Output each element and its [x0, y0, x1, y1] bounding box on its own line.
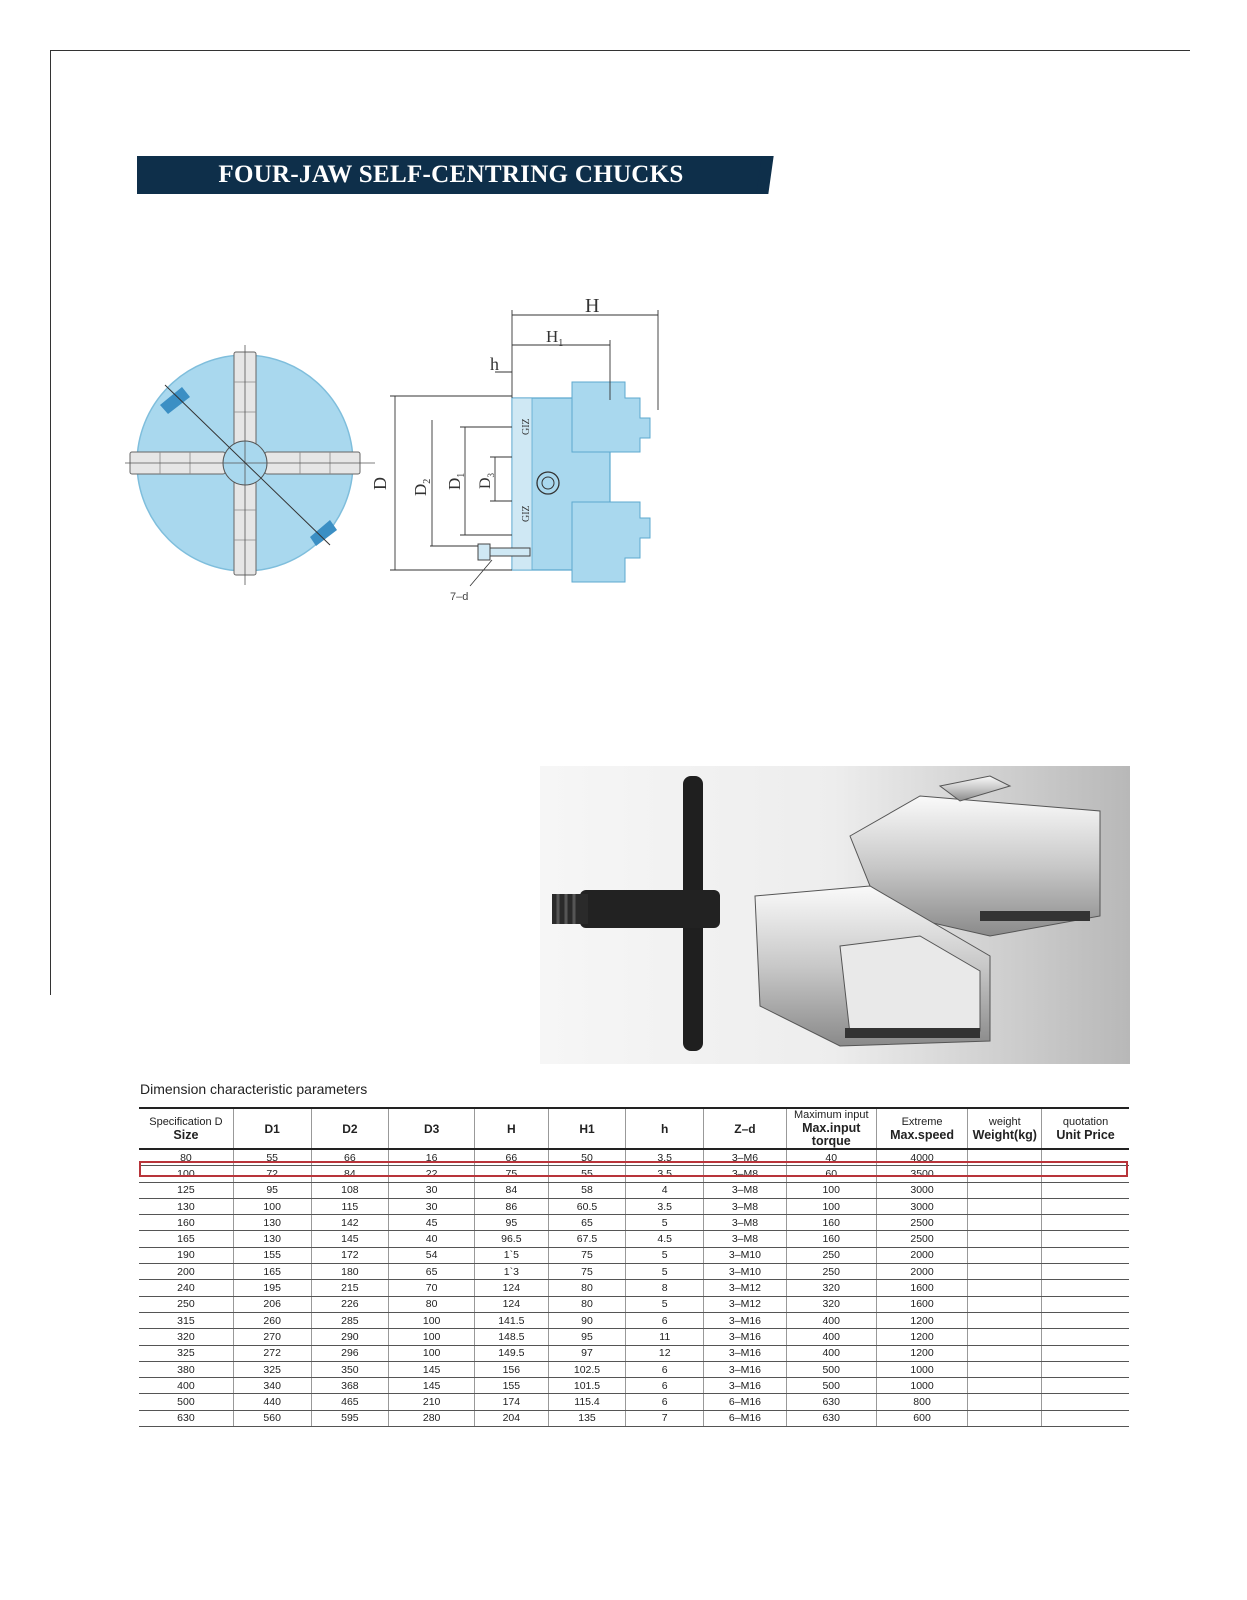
table-cell: [968, 1247, 1042, 1263]
table-cell: 1000: [876, 1378, 968, 1394]
table-cell: 3500: [876, 1166, 968, 1182]
table-cell: 11: [626, 1329, 704, 1345]
table-cell: 6: [626, 1361, 704, 1377]
table-cell: 40: [389, 1231, 475, 1247]
table-cell: 1600: [876, 1296, 968, 1312]
table-cell: 125: [139, 1182, 233, 1198]
table-cell: 3.5: [626, 1149, 704, 1166]
table-cell: 350: [311, 1361, 389, 1377]
table-cell: 97: [548, 1345, 626, 1361]
column-header: D3: [389, 1108, 475, 1149]
table-cell: [1042, 1166, 1129, 1182]
table-cell: 66: [311, 1149, 389, 1166]
column-header-bottom: Max.speed: [890, 1127, 955, 1142]
column-header: h: [626, 1108, 704, 1149]
table-cell: 55: [233, 1149, 311, 1166]
table-cell: 100: [233, 1198, 311, 1214]
table-cell: 3.5: [626, 1198, 704, 1214]
page-title-text: FOUR-JAW SELF-CENTRING CHUCKS: [218, 161, 684, 188]
table-cell: 3–M10: [704, 1247, 787, 1263]
table-cell: 3–M8: [704, 1198, 787, 1214]
table-cell: 22: [389, 1166, 475, 1182]
dimension-label-D2: $D_2$: [411, 478, 433, 496]
table-row: [139, 1215, 1129, 1231]
table-row: [139, 1394, 1129, 1410]
dimension-label-h: h: [490, 354, 499, 374]
table-cell: 180: [311, 1264, 389, 1280]
table-cell: 3–M12: [704, 1280, 787, 1296]
table-cell: 165: [233, 1264, 311, 1280]
table-cell: 156: [475, 1361, 549, 1377]
table-cell: 16: [389, 1149, 475, 1166]
column-header-top: Extreme: [901, 1115, 943, 1128]
table-cell: 72: [233, 1166, 311, 1182]
table-body: [139, 1149, 1129, 1427]
table-cell: 3–M8: [704, 1182, 787, 1198]
table-cell: [968, 1312, 1042, 1328]
table-cell: 280: [389, 1410, 475, 1426]
table-cell: 84: [475, 1182, 549, 1198]
table-cell: 215: [311, 1280, 389, 1296]
jaw-marking-bottom: GIZ: [521, 505, 532, 522]
table-row: [139, 1361, 1129, 1377]
table-cell: [968, 1215, 1042, 1231]
table-cell: [968, 1198, 1042, 1214]
table-cell: [968, 1296, 1042, 1312]
column-header-top: Specification D: [149, 1115, 223, 1128]
dimension-label-H: H: [585, 295, 600, 317]
table-cell: [1042, 1410, 1129, 1426]
table-cell: 285: [311, 1312, 389, 1328]
table-cell: 100: [389, 1345, 475, 1361]
page-frame-top: [50, 50, 1190, 51]
table-row: [139, 1231, 1129, 1247]
table-cell: 270: [233, 1329, 311, 1345]
table-cell: 172: [311, 1247, 389, 1263]
table-cell: 400: [139, 1378, 233, 1394]
table-cell: 368: [311, 1378, 389, 1394]
table-cell: 124: [475, 1296, 549, 1312]
table-cell: 100: [139, 1166, 233, 1182]
column-header: H: [475, 1108, 549, 1149]
table-cell: [968, 1231, 1042, 1247]
table-cell: 100: [786, 1198, 876, 1214]
table-cell: 3–M16: [704, 1361, 787, 1377]
table-cell: 95: [233, 1182, 311, 1198]
page-title: [137, 156, 765, 194]
table-cell: 55: [548, 1166, 626, 1182]
table-cell: [1042, 1182, 1129, 1198]
table-row: [139, 1198, 1129, 1214]
column-header: Z–d: [704, 1108, 787, 1149]
table-cell: 145: [389, 1361, 475, 1377]
column-header: [786, 1108, 876, 1149]
column-header: D1: [233, 1108, 311, 1149]
table-cell: 3–M8: [704, 1215, 787, 1231]
column-header-top: quotation: [1062, 1115, 1109, 1128]
table-cell: 1200: [876, 1312, 968, 1328]
table-cell: 204: [475, 1410, 549, 1426]
table-cell: [968, 1166, 1042, 1182]
table-row: [139, 1247, 1129, 1263]
table-cell: 101.5: [548, 1378, 626, 1394]
table-row: [139, 1280, 1129, 1296]
table-cell: 50: [548, 1149, 626, 1166]
table-cell: 440: [233, 1394, 311, 1410]
table-cell: 325: [233, 1361, 311, 1377]
table-cell: 340: [233, 1378, 311, 1394]
table-cell: 4000: [876, 1149, 968, 1166]
table-cell: 3–M16: [704, 1378, 787, 1394]
table-cell: 320: [139, 1329, 233, 1345]
table-cell: 80: [139, 1149, 233, 1166]
table-cell: 149.5: [475, 1345, 549, 1361]
table-cell: [1042, 1247, 1129, 1263]
column-header: D2: [311, 1108, 389, 1149]
table-cell: 6–M16: [704, 1410, 787, 1426]
table-cell: 3–M8: [704, 1231, 787, 1247]
dimension-label-D1: $D_1$: [445, 472, 467, 490]
column-header: [876, 1108, 968, 1149]
table-cell: 160: [786, 1231, 876, 1247]
table-cell: 165: [139, 1231, 233, 1247]
table-caption: Dimension characteristic parameters: [140, 1081, 368, 1097]
table-cell: 115: [311, 1198, 389, 1214]
product-photo-key-and-jaws: [540, 766, 1130, 1064]
table-cell: 4: [626, 1182, 704, 1198]
table-cell: 148.5: [475, 1329, 549, 1345]
table-cell: 6: [626, 1312, 704, 1328]
table-cell: 84: [311, 1166, 389, 1182]
table-cell: 500: [786, 1378, 876, 1394]
table-cell: 190: [139, 1247, 233, 1263]
column-header-top: Maximum input: [793, 1109, 869, 1121]
table-cell: 500: [139, 1394, 233, 1410]
table-cell: 155: [475, 1378, 549, 1394]
table-cell: [1042, 1149, 1129, 1166]
table-cell: [968, 1182, 1042, 1198]
table-cell: 1200: [876, 1329, 968, 1345]
table-cell: 124: [475, 1280, 549, 1296]
table-cell: 160: [139, 1215, 233, 1231]
table-cell: [968, 1394, 1042, 1410]
table-cell: [1042, 1215, 1129, 1231]
table-cell: [1042, 1345, 1129, 1361]
table-cell: 1000: [876, 1361, 968, 1377]
table-cell: 240: [139, 1280, 233, 1296]
table-row: [139, 1149, 1129, 1166]
dimension-label-D: D: [370, 477, 390, 490]
table-cell: 60: [786, 1166, 876, 1182]
table-cell: 3–M10: [704, 1264, 787, 1280]
table-cell: 195: [233, 1280, 311, 1296]
table-cell: 600: [876, 1410, 968, 1426]
table-cell: 7: [626, 1410, 704, 1426]
page-frame-left: [50, 50, 51, 995]
table-cell: 250: [786, 1247, 876, 1263]
table-cell: [1042, 1280, 1129, 1296]
table-cell: [1042, 1198, 1129, 1214]
table-cell: 320: [786, 1280, 876, 1296]
table-cell: 3.5: [626, 1166, 704, 1182]
table-cell: 315: [139, 1312, 233, 1328]
table-cell: 67.5: [548, 1231, 626, 1247]
column-header: H1: [548, 1108, 626, 1149]
table-cell: 3–M16: [704, 1312, 787, 1328]
table-cell: 65: [389, 1264, 475, 1280]
table-cell: 3–M16: [704, 1329, 787, 1345]
table-cell: 3–M12: [704, 1296, 787, 1312]
table-cell: 1`3: [475, 1264, 549, 1280]
table-cell: 630: [786, 1394, 876, 1410]
table-cell: 595: [311, 1410, 389, 1426]
table-cell: [1042, 1361, 1129, 1377]
table-cell: 250: [139, 1296, 233, 1312]
table-cell: 100: [786, 1182, 876, 1198]
table-cell: 160: [786, 1215, 876, 1231]
table-cell: 95: [475, 1215, 549, 1231]
table-cell: 1`5: [475, 1247, 549, 1263]
table-cell: 58: [548, 1182, 626, 1198]
table-cell: 66: [475, 1149, 549, 1166]
table-cell: 3000: [876, 1198, 968, 1214]
table-row: [139, 1264, 1129, 1280]
table-cell: 108: [311, 1182, 389, 1198]
table-cell: 75: [548, 1247, 626, 1263]
table-cell: 80: [548, 1296, 626, 1312]
dimension-label-zd: 7–d: [450, 591, 469, 603]
table-cell: 1600: [876, 1280, 968, 1296]
table-row: [139, 1166, 1129, 1182]
table-cell: 206: [233, 1296, 311, 1312]
column-header-bottom: Weight(kg): [972, 1127, 1037, 1142]
table-row: [139, 1296, 1129, 1312]
table-cell: [1042, 1264, 1129, 1280]
table-cell: 54: [389, 1247, 475, 1263]
table-cell: [968, 1149, 1042, 1166]
table-cell: 5: [626, 1215, 704, 1231]
table-cell: 380: [139, 1361, 233, 1377]
table-cell: [1042, 1378, 1129, 1394]
table-cell: 8: [626, 1280, 704, 1296]
table-cell: [1042, 1296, 1129, 1312]
table-cell: 95: [548, 1329, 626, 1345]
table-cell: 102.5: [548, 1361, 626, 1377]
table-cell: 320: [786, 1296, 876, 1312]
table-cell: 210: [389, 1394, 475, 1410]
table-cell: 2000: [876, 1247, 968, 1263]
table-cell: 145: [389, 1378, 475, 1394]
table-cell: 465: [311, 1394, 389, 1410]
table-cell: 2000: [876, 1264, 968, 1280]
table-cell: 60.5: [548, 1198, 626, 1214]
table-cell: 80: [548, 1280, 626, 1296]
table-cell: 100: [389, 1312, 475, 1328]
dimension-label-H1: $H_1$: [546, 327, 564, 349]
table-cell: [968, 1329, 1042, 1345]
chuck-technical-drawing: [120, 290, 680, 620]
table-cell: 630: [139, 1410, 233, 1426]
table-cell: 5: [626, 1247, 704, 1263]
table-cell: 142: [311, 1215, 389, 1231]
table-cell: [968, 1280, 1042, 1296]
table-cell: 630: [786, 1410, 876, 1426]
table-cell: [968, 1345, 1042, 1361]
table-cell: 4.5: [626, 1231, 704, 1247]
table-cell: 130: [233, 1215, 311, 1231]
table-cell: 30: [389, 1182, 475, 1198]
table-cell: 250: [786, 1264, 876, 1280]
table-cell: 260: [233, 1312, 311, 1328]
dimension-parameters-table: [139, 1107, 1129, 1427]
column-header-bottom: Unit Price: [1056, 1127, 1115, 1142]
table-row: [139, 1329, 1129, 1345]
table-cell: 560: [233, 1410, 311, 1426]
table-cell: [968, 1410, 1042, 1426]
table-cell: 272: [233, 1345, 311, 1361]
table-cell: 3–M16: [704, 1345, 787, 1361]
table-cell: 290: [311, 1329, 389, 1345]
table-cell: 30: [389, 1198, 475, 1214]
table-cell: 12: [626, 1345, 704, 1361]
table-cell: 75: [548, 1264, 626, 1280]
table-row: [139, 1345, 1129, 1361]
side-view: [470, 382, 650, 586]
table-cell: 3–M6: [704, 1149, 787, 1166]
table-cell: 135: [548, 1410, 626, 1426]
table-cell: 96.5: [475, 1231, 549, 1247]
table-cell: 325: [139, 1345, 233, 1361]
table-cell: 226: [311, 1296, 389, 1312]
table-cell: 80: [389, 1296, 475, 1312]
column-header-bottom: Max.input torque: [802, 1121, 861, 1148]
table-cell: 155: [233, 1247, 311, 1263]
table-row: [139, 1182, 1129, 1198]
table-row: [139, 1378, 1129, 1394]
column-header: [1042, 1108, 1129, 1149]
table-cell: 130: [233, 1231, 311, 1247]
table-cell: 400: [786, 1329, 876, 1345]
table-cell: 6: [626, 1394, 704, 1410]
table-cell: 130: [139, 1198, 233, 1214]
table-cell: 174: [475, 1394, 549, 1410]
table-cell: 500: [786, 1361, 876, 1377]
table-cell: [968, 1378, 1042, 1394]
table-cell: 3000: [876, 1182, 968, 1198]
table-cell: 800: [876, 1394, 968, 1410]
table-cell: 90: [548, 1312, 626, 1328]
table-row: [139, 1312, 1129, 1328]
table-cell: [968, 1361, 1042, 1377]
table-cell: 5: [626, 1296, 704, 1312]
jaw-marking-top: GIZ: [521, 418, 532, 435]
dimension-label-D3: $D_3$: [477, 472, 496, 489]
table-cell: 2500: [876, 1215, 968, 1231]
table-cell: 75: [475, 1166, 549, 1182]
table-cell: 100: [389, 1329, 475, 1345]
column-header: [139, 1108, 233, 1149]
table-cell: 1200: [876, 1345, 968, 1361]
table-cell: 115.4: [548, 1394, 626, 1410]
column-header-bottom: Size: [173, 1127, 199, 1142]
front-view: [125, 345, 375, 585]
table-cell: 400: [786, 1345, 876, 1361]
table-cell: [1042, 1231, 1129, 1247]
table-cell: 400: [786, 1312, 876, 1328]
table-cell: 3–M8: [704, 1166, 787, 1182]
table-cell: 5: [626, 1264, 704, 1280]
table-cell: 6: [626, 1378, 704, 1394]
table-cell: 296: [311, 1345, 389, 1361]
table-cell: [968, 1264, 1042, 1280]
table-cell: 145: [311, 1231, 389, 1247]
table-cell: 86: [475, 1198, 549, 1214]
table-cell: 2500: [876, 1231, 968, 1247]
table-row: [139, 1410, 1129, 1426]
table-cell: 65: [548, 1215, 626, 1231]
column-header-top: weight: [988, 1115, 1021, 1128]
table-cell: 70: [389, 1280, 475, 1296]
table-cell: [1042, 1329, 1129, 1345]
table-header-row: [139, 1108, 1129, 1149]
table-cell: [1042, 1394, 1129, 1410]
table-cell: 45: [389, 1215, 475, 1231]
table-cell: [1042, 1312, 1129, 1328]
table-cell: 141.5: [475, 1312, 549, 1328]
column-header: [968, 1108, 1042, 1149]
table-cell: 6–M16: [704, 1394, 787, 1410]
table-cell: 200: [139, 1264, 233, 1280]
table-cell: 40: [786, 1149, 876, 1166]
